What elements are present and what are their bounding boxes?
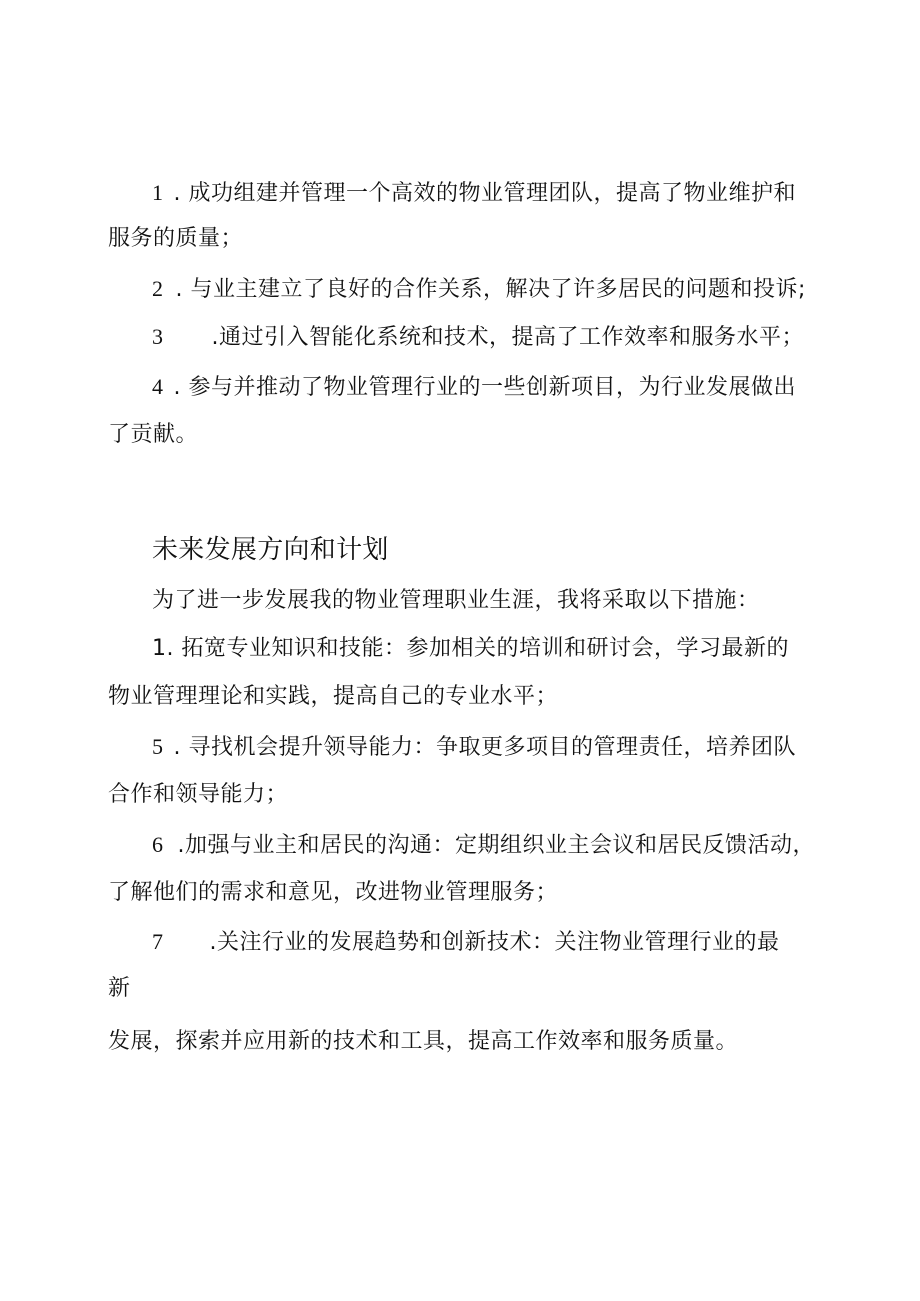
item-text: . 成功组建并管理一个高效的物业管理团队，提高了物业维护和 [173,181,796,206]
plan-item-5 [152,732,796,763]
plan-item-6 [152,830,815,861]
section-heading: 未来发展方向和计划 [152,535,389,565]
item-text: . 参与并推动了物业管理行业的一些创新项目，为行业发展做出 [173,375,796,400]
item-number: 3 [152,324,164,349]
item-number: 2 [152,276,164,301]
item-number: 6 [152,832,164,857]
achievement-item-4-continued: 了贡献。 [108,422,199,447]
plan-item-1: 1. 拓宽专业知识和技能：参加相关的培训和研讨会，学习最新的 [152,636,789,661]
achievement-item-1 [152,178,796,209]
plan-item-7-continued-2: 发展，探索并应用新的技术和工具，提高工作效率和服务质量。 [108,1029,739,1054]
plan-item-1-continued: 物业管理理论和实践，提高自己的专业水平； [108,684,559,709]
item-number: 4 [152,374,164,399]
item-text: .加强与业主和居民的沟通：定期组织业主会议和居民反馈活动， [177,833,815,858]
item-number: 1 [152,180,164,205]
plan-item-5-continued: 合作和领导能力； [108,782,289,807]
achievement-item-3 [152,322,804,353]
plan-item-7-continued: 新 [108,976,131,1001]
item-number: 5 [152,734,164,759]
item-text: . 寻找机会提升领导能力：争取更多项目的管理责任，培养团队 [173,735,796,760]
achievement-item-4 [152,372,796,403]
plan-item-6-continued: 了解他们的需求和意见，改进物业管理服务； [108,880,559,905]
achievement-item-2 [152,274,806,305]
future-intro: 为了进一步发展我的物业管理职业生涯，我将采取以下措施： [152,588,760,613]
item-number: 7 [152,929,164,954]
plan-item-7 [152,927,780,958]
item-text: .通过引入智能化系统和技术，提高了工作效率和服务水平； [211,325,804,350]
achievement-item-1-continued: 服务的质量； [108,226,244,251]
item-text: . 与业主建立了良好的合作关系，解决了许多居民的问题和投诉; [175,277,806,302]
item-text: .关注行业的发展趋势和创新技术：关注物业管理行业的最 [209,930,780,955]
